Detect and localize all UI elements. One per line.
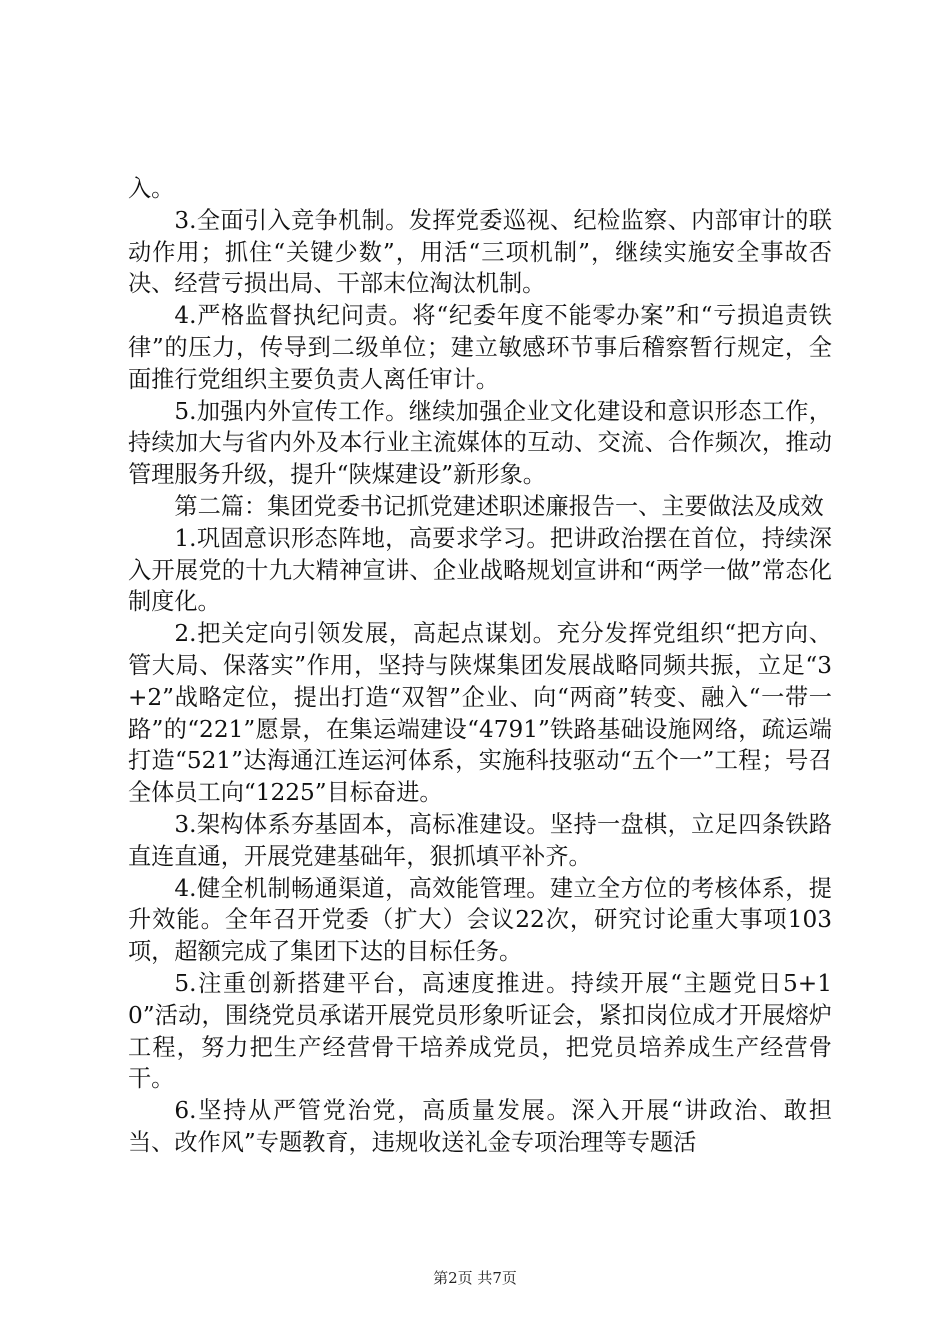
paragraph-item-2-direction: 2.把关定向引领发展，高起点谋划。充分发挥党组织“把方向、管大局、保落实”作用，坚持与陕煤集团发展战略同频共振，立足“3+2”战略定位，提出打造“双智”企业、向“两商”转变、融入“一带一路”的“221”愿景，在集运端建设“4791”铁路基础设施网络，疏运端打造“521”达海通江连运河体系，实施科技驱动“五个一”工程；号召全体员工向“1225”目标奋进。 <box>128 620 832 807</box>
paragraph-item-5-innovation: 5.注重创新搭建平台，高速度推进。持续开展“主题党日5+10”活动，围绕党员承诺开展党员形象听证会，紧扣岗位成才开展熔炉工程，努力把生产经营骨干培养成党员，把党员培养成生产经营骨干。 <box>128 969 832 1093</box>
paragraph-item-6-discipline: 6.坚持从严管党治党，高质量发展。深入开展“讲政治、敢担当、改作风”专题教育，违规收送礼金专项治理等专题活 <box>128 1097 832 1156</box>
paragraph-item-4-mechanism: 4.健全机制畅通渠道，高效能管理。建立全方位的考核体系，提升效能。全年召开党委（扩大）会议22次，研究讨论重大事项103项，超额完成了集团下达的目标任务。 <box>128 874 832 966</box>
page-number-footer: 第2页 共7页 <box>433 1269 517 1287</box>
paragraph-continuation: 入。 <box>128 175 175 202</box>
paragraph-item-3-competition: 3.全面引入竞争机制。发挥党委巡视、纪检监察、内部审计的联动作用；抓住“关键少数”，用活“三项机制”，继续实施安全事故否决、经营亏损出局、干部末位淘汰机制。 <box>128 206 832 298</box>
document-body <box>128 173 832 1159</box>
paragraph-item-5-publicity: 5.加强内外宣传工作。继续加强企业文化建设和意识形态工作，持续加大与省内外及本行业主流媒体的互动、交流、合作频次，推动管理服务升级，提升“陕煤建设”新形象。 <box>128 397 832 489</box>
paragraph-item-4-supervision: 4.严格监督执纪问责。将“纪委年度不能零办案”和“亏损追责铁律”的压力，传导到二级单位；建立敏感环节事后稽察暂行规定，全面推行党组织主要负责人离任审计。 <box>128 302 832 393</box>
paragraph-item-1-ideology: 1.巩固意识形态阵地，高要求学习。把讲政治摆在首位，持续深入开展党的十九大精神宣讲、企业战略规划宣讲和“两学一做”常态化制度化。 <box>128 524 832 616</box>
section-heading-part-two: 第二篇：集团党委书记抓党建述职述廉报告一、主要做法及成效 <box>174 492 824 520</box>
paragraph-item-3-system: 3.架构体系夯基固本，高标准建设。坚持一盘棋，立足四条铁路直连直通，开展党建基础年，狠抓填平补齐。 <box>128 810 832 870</box>
